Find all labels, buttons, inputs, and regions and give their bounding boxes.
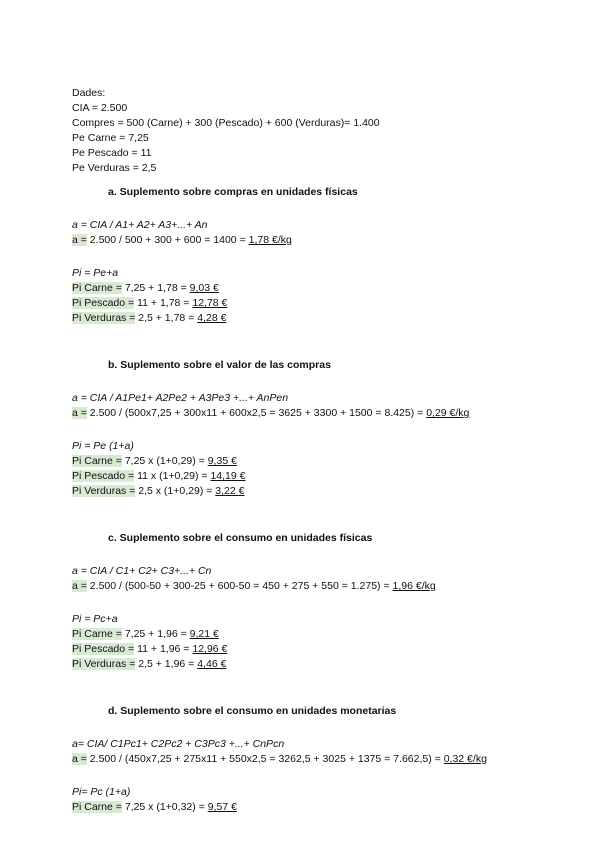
- pi-line: [72, 642, 542, 657]
- calc-text: 2.500 / (500-50 + 300-25 + 600-50 = 450 + 275 + 550 = 1.275) =: [86, 580, 393, 592]
- section-heading: b. Suplemento sobre el valor de las compras: [108, 359, 331, 371]
- pi-result: 9,35 €: [207, 455, 237, 467]
- pi-text: 2,5 + 1,78 =: [135, 312, 198, 324]
- calc-a: [72, 233, 542, 248]
- pi-label: Pi Pescado =: [72, 297, 135, 309]
- calc-result: 1,96 €/kg: [392, 580, 436, 592]
- pi-label: Pi Verduras =: [72, 658, 136, 670]
- pi-label: Pi Pescado =: [72, 470, 135, 482]
- formula-pi: Pi = Pc+a: [72, 613, 118, 625]
- pi-result: 9,57 €: [207, 801, 237, 813]
- pi-text: 7,25 x (1+0,32) =: [121, 801, 208, 813]
- section-heading: d. Suplemento sobre el consumo en unidades monetarias: [108, 705, 397, 717]
- pi-result: 4,28 €: [197, 312, 227, 324]
- pi-line: [72, 296, 542, 311]
- pi-text: 11 x (1+0,29) =: [134, 470, 211, 482]
- pi-line: [72, 311, 542, 326]
- calc-result: 1,78 €/kg: [248, 234, 292, 246]
- section-heading: a. Suplemento sobre compras en unidades físicas: [108, 186, 358, 198]
- calc-a: [72, 579, 542, 594]
- calc-a: [72, 752, 542, 767]
- calc-text: 2.500 / (500x7,25 + 300x11 + 600x2,5 = 3625 + 3300 + 1500 = 8.425) =: [86, 407, 427, 419]
- pi-text: 11 + 1,96 =: [134, 643, 193, 655]
- pi-label: Pi Pescado =: [72, 643, 135, 655]
- formula-pi: Pi = Pe+a: [72, 267, 119, 279]
- dades-block: [72, 86, 542, 176]
- calc-text: 2.500 / 500 + 300 + 600 = 1400 =: [86, 234, 249, 246]
- pi-text: 7,25 x (1+0,29) =: [121, 455, 208, 467]
- pi-text: 2,5 x (1+0,29) =: [135, 485, 216, 497]
- calc-label: a =: [72, 234, 87, 246]
- pi-text: 7,25 + 1,78 =: [121, 282, 190, 294]
- calc-label: a =: [72, 407, 87, 419]
- pi-result: 3,22 €: [215, 485, 245, 497]
- section-d: [72, 704, 542, 815]
- pi-result: 9,03 €: [189, 282, 219, 294]
- pi-text: 7,25 + 1,96 =: [121, 628, 190, 640]
- dades-line: Pe Pescado = 11: [72, 147, 152, 159]
- dades-title: Dades:: [72, 87, 106, 99]
- dades-line: Pe Carne = 7,25: [72, 132, 149, 144]
- section-c: [72, 531, 542, 672]
- pi-label: Pi Verduras =: [72, 312, 136, 324]
- calc-a: [72, 406, 542, 421]
- formula-a: a = CIA / A1+ A2+ A3+...+ An: [72, 219, 208, 231]
- formula-pi: Pi = Pe (1+a): [72, 440, 134, 452]
- pi-line: [72, 454, 542, 469]
- section-a: [72, 185, 542, 326]
- pi-line: [72, 484, 542, 499]
- pi-line: [72, 627, 542, 642]
- formula-pi: Pi= Pc (1+a): [72, 786, 131, 798]
- pi-label: Pi Carne =: [72, 801, 122, 813]
- formula-a: a= CIA/ C1Pc1+ C2Pc2 + C3Pc3 +...+ CnPcn: [72, 738, 285, 750]
- dades-line: Pe Verduras = 2,5: [72, 162, 157, 174]
- pi-text: 2,5 + 1,96 =: [135, 658, 198, 670]
- formula-a: a = CIA / C1+ C2+ C3+...+ Cn: [72, 565, 212, 577]
- calc-label: a =: [72, 753, 87, 765]
- pi-result: 12,96 €: [192, 643, 228, 655]
- pi-label: Pi Verduras =: [72, 485, 136, 497]
- document-page: [72, 86, 542, 815]
- calc-text: 2.500 / (450x7,25 + 275x11 + 550x2,5 = 3262,5 + 3025 + 1375 = 7.662,5) =: [86, 753, 444, 765]
- dades-line: CIA = 2.500: [72, 102, 128, 114]
- calc-result: 0,29 €/kg: [426, 407, 470, 419]
- pi-label: Pi Carne =: [72, 628, 122, 640]
- pi-line: [72, 469, 542, 484]
- formula-a: a = CIA / A1Pe1+ A2Pe2 + A3Pe3 +...+ AnPen: [72, 392, 289, 404]
- calc-label: a =: [72, 580, 87, 592]
- pi-label: Pi Carne =: [72, 455, 122, 467]
- pi-line: [72, 800, 542, 815]
- pi-text: 11 + 1,78 =: [134, 297, 193, 309]
- dades-line: Compres = 500 (Carne) + 300 (Pescado) + 600 (Verduras)= 1.400: [72, 117, 380, 129]
- section-b: [72, 358, 542, 499]
- pi-result: 9,21 €: [189, 628, 219, 640]
- section-heading: c. Suplemento sobre el consumo en unidades físicas: [108, 532, 373, 544]
- pi-result: 14,19 €: [210, 470, 246, 482]
- pi-result: 4,46 €: [197, 658, 227, 670]
- pi-label: Pi Carne =: [72, 282, 122, 294]
- pi-result: 12,78 €: [192, 297, 228, 309]
- pi-line: [72, 281, 542, 296]
- pi-line: [72, 657, 542, 672]
- calc-result: 0,32 €/kg: [443, 753, 487, 765]
